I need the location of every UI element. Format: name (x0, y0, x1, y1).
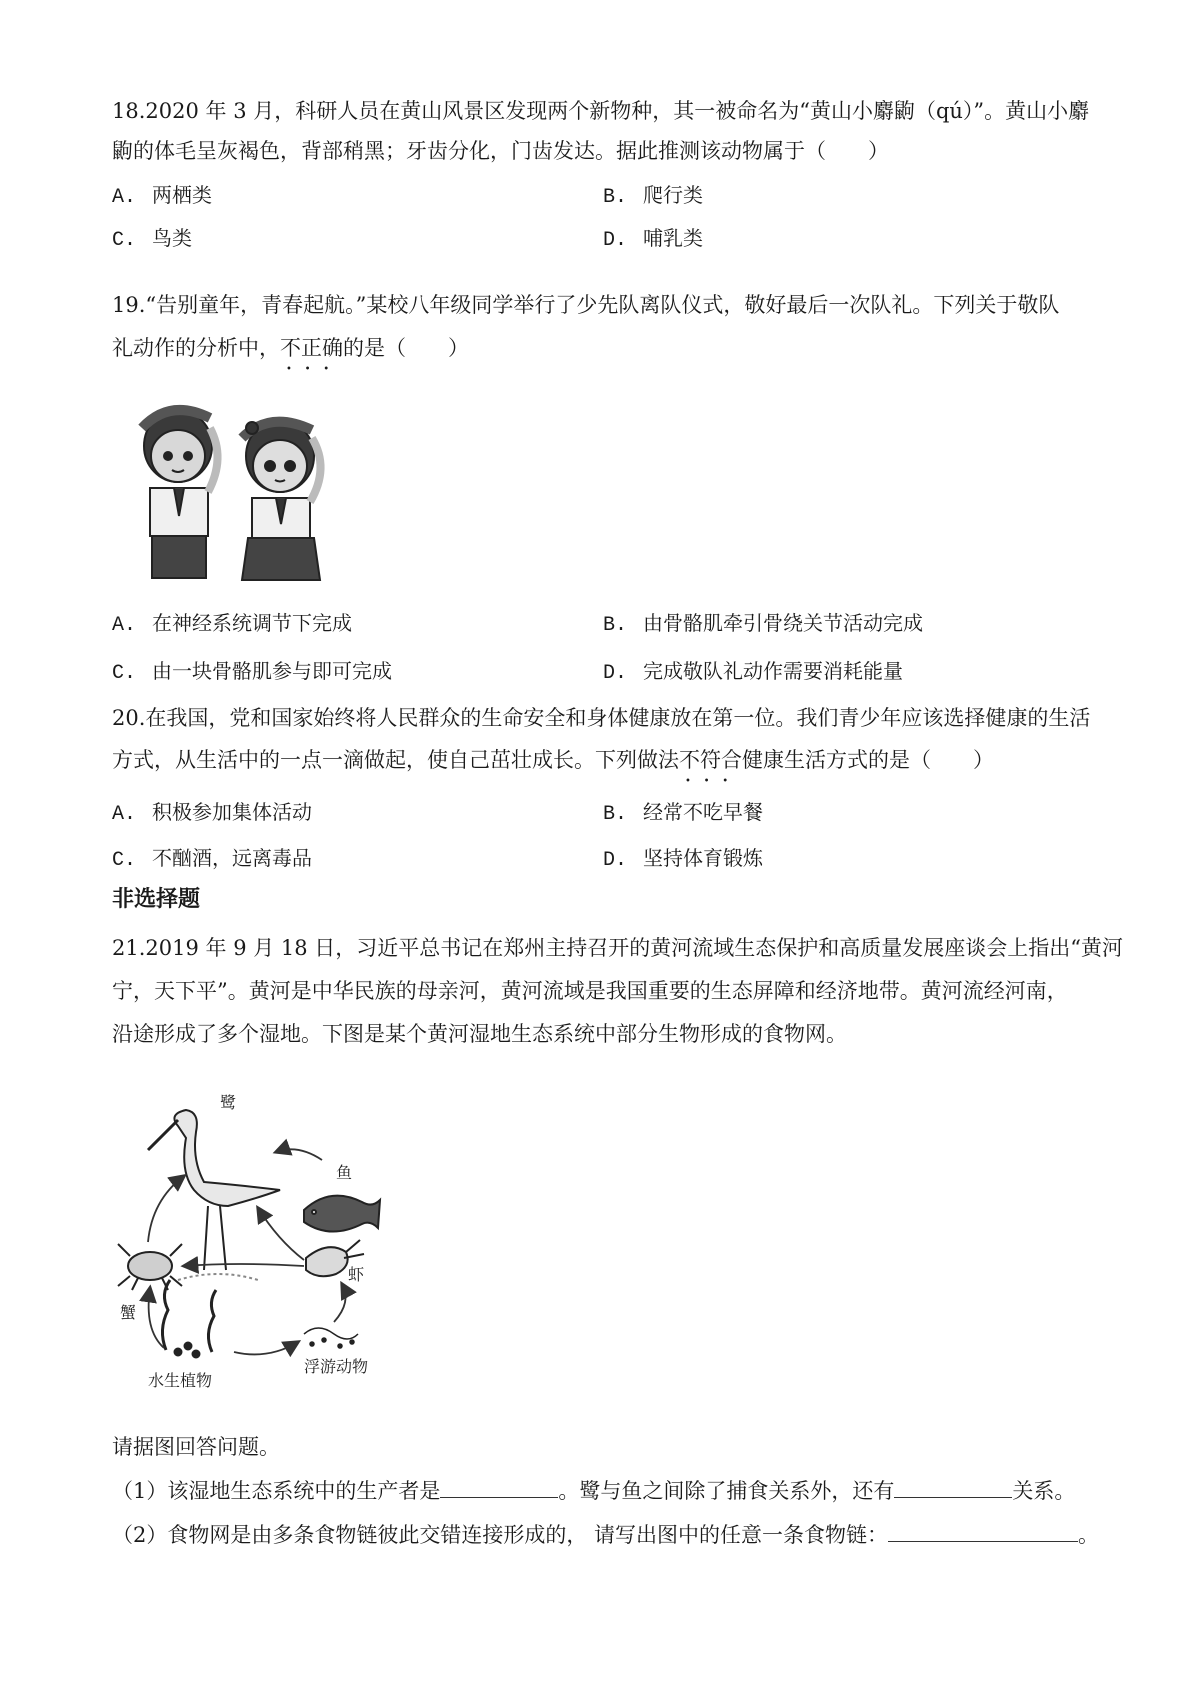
food-chain-blank[interactable] (888, 1521, 1078, 1542)
option-letter: C. (112, 229, 137, 252)
relationship-blank[interactable] (894, 1477, 1012, 1498)
q20-option-d[interactable] (603, 843, 763, 876)
option-text: 经常不吃早餐 (643, 800, 764, 824)
food-web-figure (108, 1090, 428, 1414)
option-letter: D. (603, 229, 628, 252)
option-letter: A. (112, 614, 137, 637)
option-letter: C. (112, 662, 137, 685)
egret-label: 鹭 (220, 1093, 237, 1112)
salute-children-image (130, 388, 370, 588)
salute-illustration (130, 388, 370, 592)
q20-option-c[interactable] (112, 843, 312, 876)
q18-line1: 18.2020 年 3 月，科研人员在黄山风景区发现两个新物种，其一被命名为“黄山小麝鼩（qú）”。黄山小麝 (112, 99, 1090, 123)
shrimp-label: 虾 (348, 1265, 365, 1284)
q20-option-b[interactable] (603, 797, 763, 830)
sub2-text-a: （2）食物网是由多条食物链彼此交错连接形成的， 请写出图中的任意一条食物链： (112, 1523, 889, 1547)
q20-option-a[interactable] (112, 797, 312, 830)
option-text: 两栖类 (152, 183, 213, 207)
option-text: 完成敬队礼动作需要消耗能量 (643, 659, 904, 683)
option-text: 积极参加集体活动 (152, 800, 313, 824)
sub1-text-a: （1）该湿地生态系统中的生产者是 (112, 1479, 441, 1503)
option-letter: C. (112, 849, 137, 872)
fish-label: 鱼 (336, 1163, 353, 1182)
q19-line2-after: 的是（ ） (343, 336, 469, 360)
food-web-diagram (108, 1090, 428, 1410)
option-text: 哺乳类 (643, 226, 704, 250)
q19-emphasis: 不正确 (280, 336, 343, 360)
q18-option-d[interactable] (603, 223, 703, 256)
q19-option-a[interactable] (112, 608, 352, 641)
plankton-icon (304, 1328, 358, 1348)
option-letter: A. (112, 803, 137, 826)
q18-option-a[interactable] (112, 180, 212, 213)
q21-sub2 (112, 1520, 1099, 1550)
q19-option-d[interactable] (603, 656, 903, 689)
q21-line3: 沿途形成了多个湿地。下图是某个黄河湿地生态系统中部分生物形成的食物网。 (112, 1022, 847, 1046)
sub1-text-b: 。鹭与鱼之间除了捕食关系外，还有 (558, 1479, 895, 1503)
option-letter: D. (603, 849, 628, 872)
option-text: 不酗酒，远离毒品 (152, 846, 313, 870)
q19-option-c[interactable] (112, 656, 392, 689)
option-letter: D. (603, 662, 628, 685)
egret-icon (148, 1110, 280, 1280)
plankton-label: 浮游动物 (304, 1357, 369, 1376)
section-title: 非选择题 (112, 887, 201, 912)
q18-option-b[interactable] (603, 180, 703, 213)
option-letter: A. (112, 186, 137, 209)
option-text: 在神经系统调节下完成 (152, 611, 353, 635)
option-text: 鸟类 (152, 226, 193, 250)
q21-prompt: 请据图回答问题。 (112, 1435, 280, 1459)
q19-line2-before: 礼动作的分析中， (112, 336, 280, 360)
q20-line2 (112, 745, 994, 775)
option-letter: B. (603, 186, 628, 209)
q20-line1: 20.在我国，党和国家始终将人民群众的生命安全和身体健康放在第一位。我们青少年应该选择健康的生活 (112, 706, 1091, 730)
plants-label: 水生植物 (148, 1371, 213, 1390)
q19-option-b[interactable] (603, 608, 923, 641)
option-text: 爬行类 (643, 183, 704, 207)
sub2-text-b: 。 (1078, 1523, 1100, 1547)
option-text: 由一块骨骼肌参与即可完成 (152, 659, 393, 683)
option-text: 由骨骼肌牵引骨绕关节活动完成 (643, 611, 924, 635)
crab-label: 蟹 (120, 1303, 137, 1322)
q21-sub1 (112, 1476, 1075, 1506)
q19-line1: 19.“告别童年，青春起航。”某校八年级同学举行了少先队离队仪式，敬好最后一次队礼。下列关于敬队 (112, 293, 1060, 317)
producer-blank[interactable] (440, 1477, 558, 1498)
crab-icon (118, 1244, 182, 1290)
q21-line2: 宁，天下平”。黄河是中华民族的母亲河，黄河流域是我国重要的生态屏障和经济地带。黄河流经河南， (112, 979, 1068, 1003)
q19-line2 (112, 333, 469, 363)
sub1-text-c: 关系。 (1012, 1479, 1076, 1503)
q18-option-c[interactable] (112, 223, 192, 256)
fish-icon (304, 1196, 380, 1232)
option-text: 坚持体育锻炼 (643, 846, 764, 870)
q21-line1: 21.2019 年 9 月 18 日，习近平总书记在郑州主持召开的黄河流域生态保护和高质量发展座谈会上指出“黄河 (112, 936, 1124, 960)
q18-line2: 鼩的体毛呈灰褐色，背部稍黑；牙齿分化，门齿发达。据此推测该动物属于（ ） (112, 139, 889, 163)
q20-line2-after: 健康生活方式的是（ ） (742, 748, 994, 772)
plant-icon (162, 1280, 216, 1357)
q20-line2-before: 方式，从生活中的一点一滴做起，使自己茁壮成长。下列做法 (112, 748, 679, 772)
option-letter: B. (603, 614, 628, 637)
option-letter: B. (603, 803, 628, 826)
q20-emphasis: 不符合 (679, 748, 742, 772)
